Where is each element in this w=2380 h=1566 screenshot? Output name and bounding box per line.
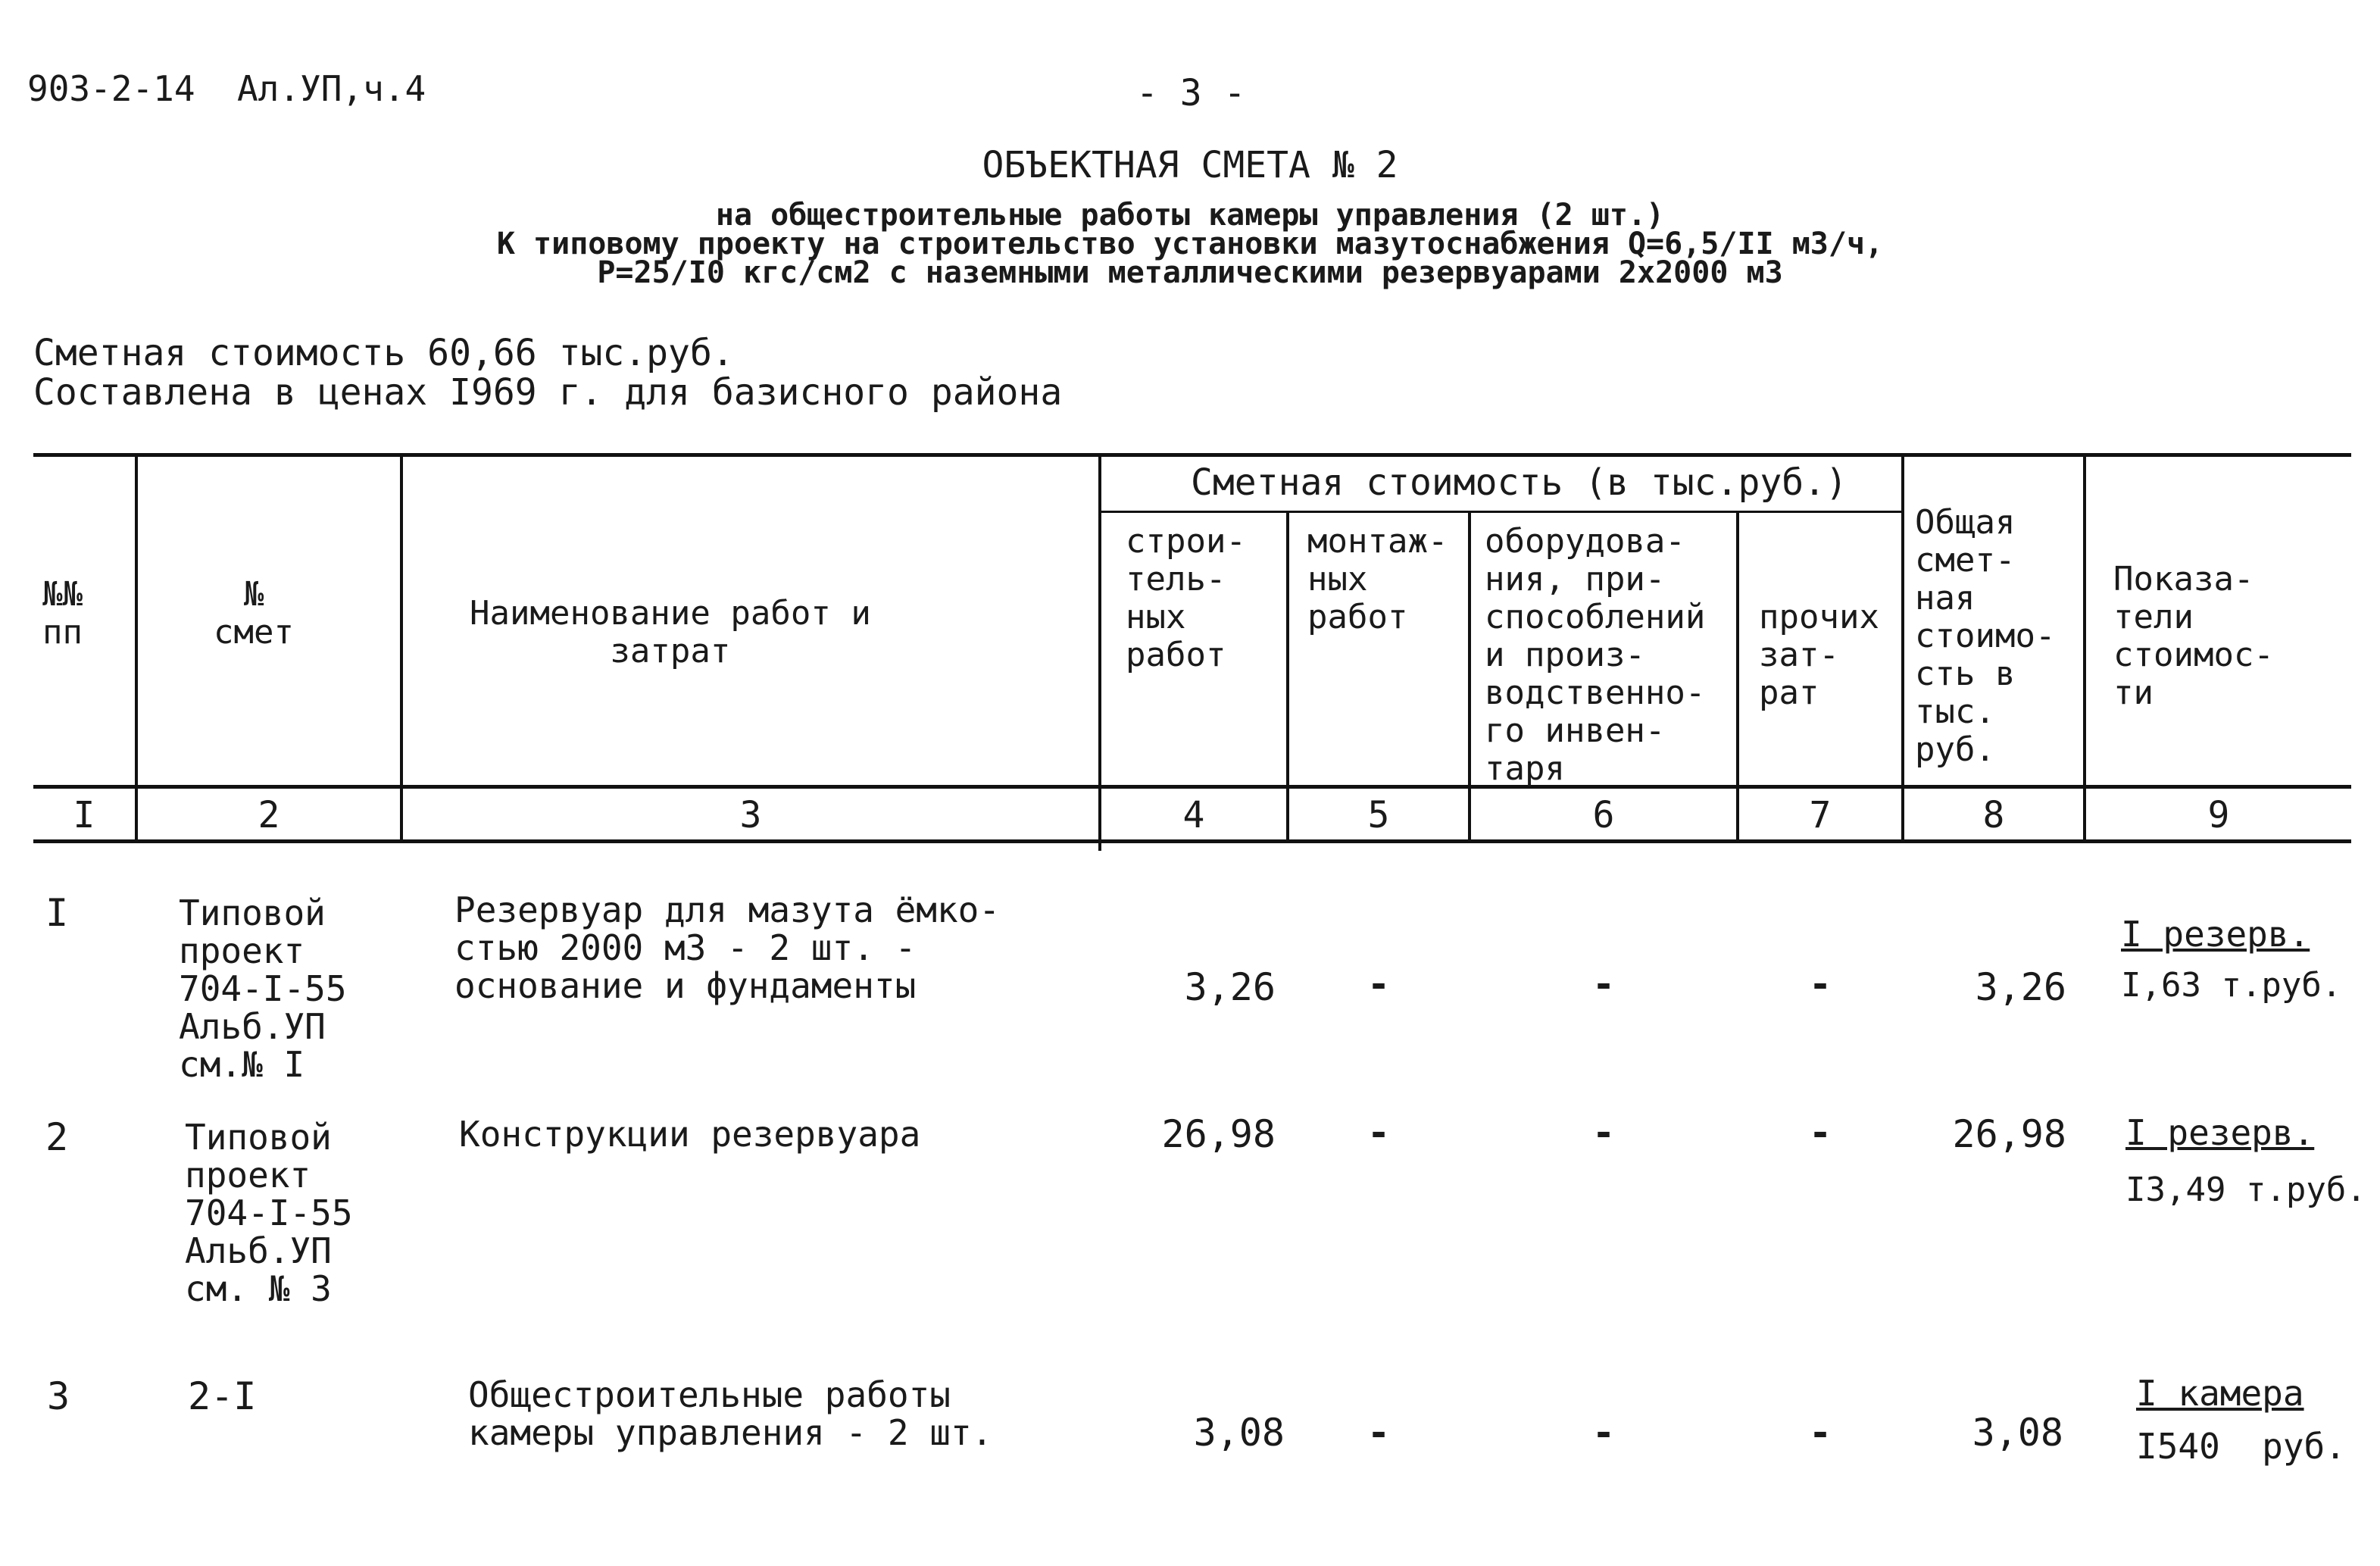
row-number: 3 [47,1374,70,1418]
row-other-cost: - [1808,1411,1832,1455]
row-equipment-cost: - [1591,1111,1616,1155]
col-divider-3 [1098,453,1101,851]
row-indicator-unit: I резерв. [2121,914,2310,955]
row-other-cost: - [1808,1111,1832,1155]
col-header-total: Общая смет- ная стоимо- сть в тыс. руб. [1915,503,2056,769]
col-header-other: прочих зат- рат [1759,598,1879,712]
col-header-row-no: №№ пп [42,575,83,652]
row-equipment-cost: - [1591,962,1616,1006]
col-number-2: 2 [258,794,280,836]
column-number-rule [33,839,2351,843]
col-header-work-name: Наименование работ и затрат [470,594,871,670]
header-bottom-rule [33,785,2351,789]
row-estimate-ref: 2-I [188,1374,257,1418]
col-header-installation: монтаж- ных работ [1307,522,1448,636]
row-number: 2 [45,1115,69,1159]
group-header-underline [1098,511,1901,513]
row-work-name: Конструкции резервуара [459,1114,921,1155]
col-divider-8 [2083,453,2086,843]
row-construction-cost: 3,26 [1184,965,1276,1009]
col-header-construction: строи- тель- ных работ [1126,522,1246,674]
row-total-cost: 3,08 [1972,1411,2063,1455]
col-number-4: 4 [1182,794,1205,836]
row-number: I [45,891,69,935]
row-estimate-ref: Типовой проект 704-I-55 Альб.УП см. № 3 [185,1117,353,1309]
col-number-6: 6 [1592,794,1615,836]
price-basis-line: Составлена в ценах I969 г. для базисного района [33,371,1063,414]
row-estimate-ref: Типовой проект 704-I-55 Альб.УП см.№ I [179,892,347,1085]
col-divider-7 [1901,453,1904,843]
col-divider-2 [400,453,403,843]
col-number-8: 8 [1982,794,2005,836]
row-total-cost: 26,98 [1952,1112,2066,1156]
row-construction-cost: 3,08 [1193,1411,1285,1455]
col-header-indicators: Показа- тели стоимос- ти [2113,560,2274,712]
row-total-cost: 3,26 [1975,965,2066,1009]
row-installation-cost: - [1366,1411,1391,1455]
row-indicator-unit: I камера [2136,1373,2304,1414]
col-number-5: 5 [1367,794,1390,836]
row-installation-cost: - [1366,962,1391,1006]
row-installation-cost: - [1366,1111,1391,1155]
table-top-rule [33,453,2351,457]
col-header-equipment: оборудова- ния, при- способлений и произ- водственно- го инвен- таря [1485,522,1706,788]
col-divider-1 [135,453,138,843]
row-equipment-cost: - [1591,1411,1616,1455]
document-code: 903-2-14 Ал.УП,ч.4 [27,68,426,109]
document-title: ОБЪЕКТНАЯ СМЕТА № 2 [982,144,1398,186]
row-construction-cost: 26,98 [1161,1112,1276,1156]
row-other-cost: - [1808,962,1832,1006]
subtitle-line-2: К типовому проекту на строительство установки мазутоснабжения Q=6,5/II м3/ч, [496,227,1884,261]
row-indicator-unit: I резерв. [2125,1112,2315,1153]
col-number-7: 7 [1809,794,1832,836]
col-header-estimate-no: № смет [214,575,294,652]
row-indicator-value: I3,49 т.руб. [2125,1171,2366,1209]
row-indicator-value: I,63 т.руб. [2121,966,2342,1005]
col-number-9: 9 [2207,794,2230,836]
row-work-name: Резервуар для мазута ёмко- стью 2000 м3 - 2 шт. - основание и фундаменты [454,889,1001,1006]
col-number-1: I [73,794,95,836]
estimated-cost-line: Сметная стоимость 60,66 тыс.руб. [33,332,734,374]
page-number: - 3 - [1136,72,1246,114]
subtitle-line-1: на общестроительные работы камеры управления (2 шт.) [715,198,1665,233]
col-number-3: 3 [739,794,762,836]
row-work-name: Общестроительные работы камеры управления - 2 шт. [468,1374,993,1453]
row-indicator-value: I540 руб. [2136,1426,2346,1467]
subtitle-line-3: P=25/I0 кгс/см2 с наземными металлическими резервуарами 2х2000 м3 [597,255,1783,290]
group-header-cost: Сметная стоимость (в тыс.руб.) [1191,461,1847,504]
